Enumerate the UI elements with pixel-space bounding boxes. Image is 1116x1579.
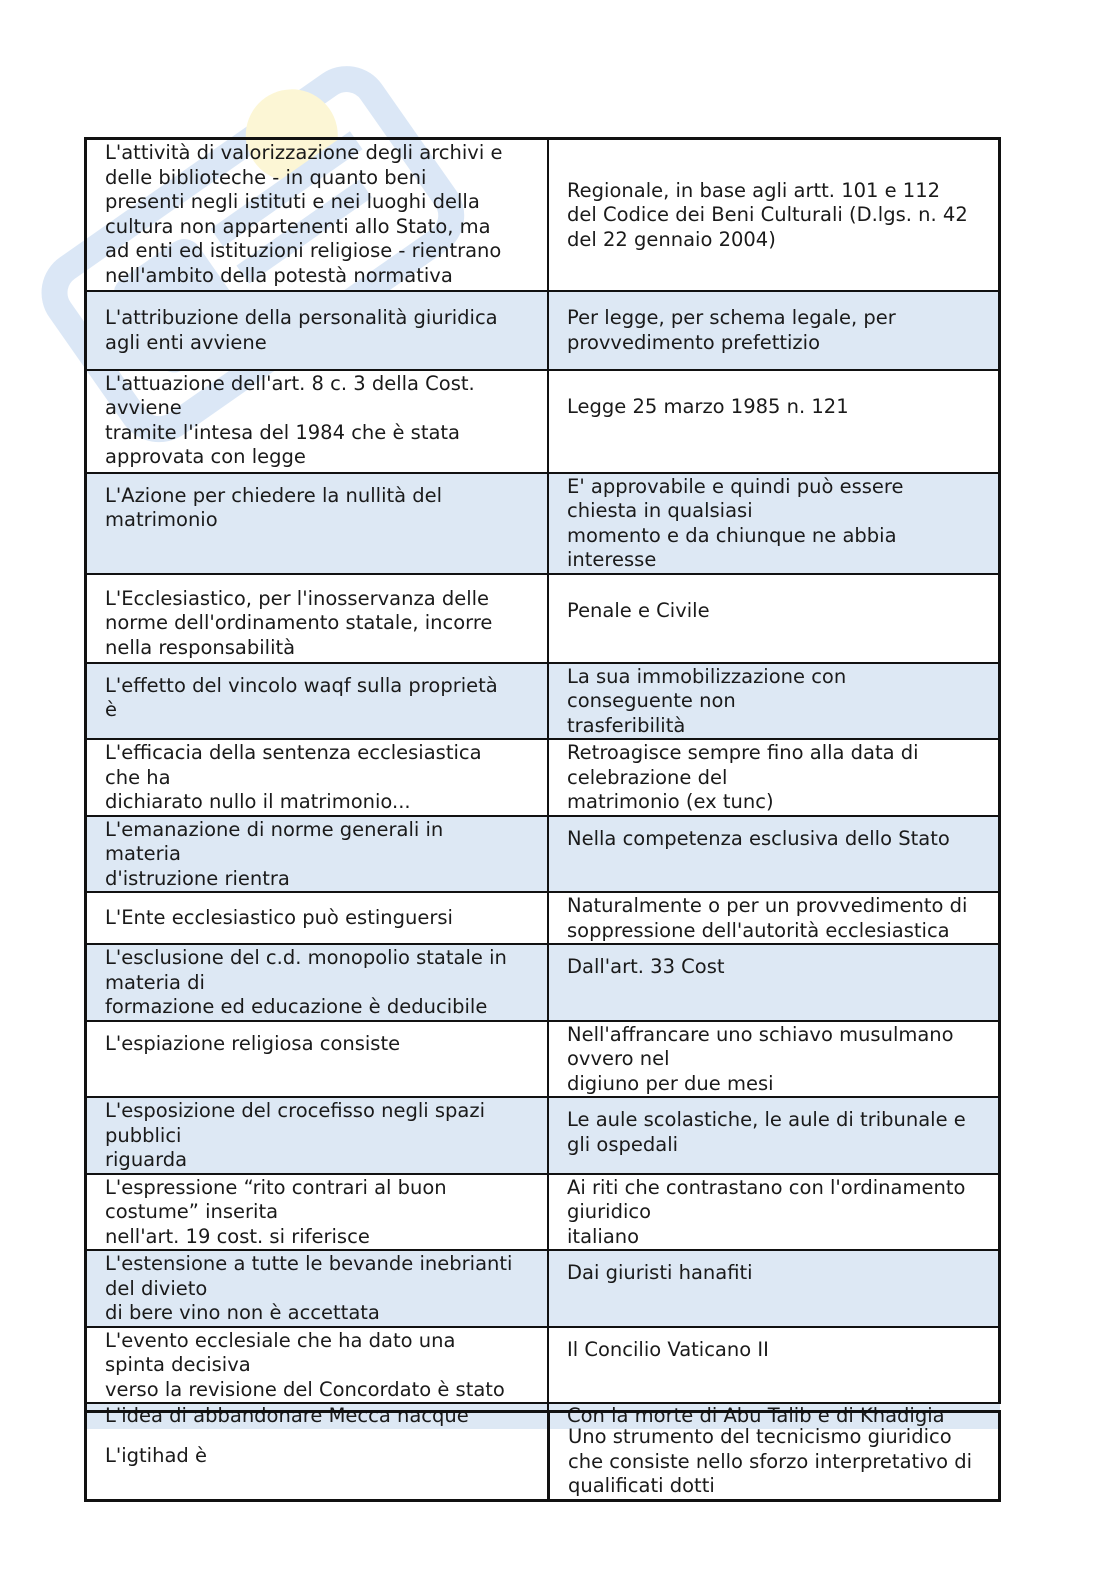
question-cell: L'effetto del vincolo waqf sulla proprietà è (86, 663, 549, 740)
table-row (86, 1021, 1000, 1098)
table-row (86, 1174, 1000, 1251)
question-cell: L'Ente ecclesiastico può estinguersi (86, 892, 549, 944)
table-row (86, 816, 1000, 893)
table-row (86, 1327, 1000, 1404)
question-cell: L'igtihad è (86, 1412, 549, 1501)
question-cell: L'esposizione del crocefisso negli spazi pubblici riguarda (86, 1097, 549, 1174)
table-row (86, 663, 1000, 740)
question-answer-table (84, 137, 1001, 1429)
answer-cell: Uno strumento del tecnicismo giuridico che consiste nello sforzo interpretativo di qualificati dotti (549, 1412, 1000, 1501)
answer-cell: Il Concilio Vaticano II (548, 1327, 1000, 1404)
table-row (86, 892, 1000, 944)
answer-cell: Per legge, per schema legale, per provvedimento prefettizio (548, 291, 1000, 370)
table-row (86, 1412, 1000, 1501)
answer-cell: Con la morte di Abu Talib e di Khadigia (548, 1403, 1000, 1429)
answer-cell: Dai giuristi hanafiti (548, 1250, 1000, 1327)
table-row (86, 291, 1000, 370)
question-answer-table-continued (84, 1410, 1001, 1502)
question-cell: L'attività di valorizzazione degli archivi e delle biblioteche - in quanto beni presenti negli istituti e nei luoghi della cultura non appartenenti allo Stato, ma ad enti ed istituzioni religiose - rientrano nell'ambito della potestà normativa (86, 139, 549, 291)
table-row (86, 473, 1000, 574)
question-cell: L'espiazione religiosa consiste (86, 1021, 549, 1098)
answer-cell: La sua immobilizzazione con conseguente non trasferibilità (548, 663, 1000, 740)
answer-cell: Nella competenza esclusiva dello Stato (548, 816, 1000, 893)
answer-cell: Ai riti che contrastano con l'ordinamento giuridico italiano (548, 1174, 1000, 1251)
table-row (86, 1250, 1000, 1327)
table-row (86, 139, 1000, 291)
table-row (86, 944, 1000, 1021)
question-cell: L'Ecclesiastico, per l'inosservanza delle norme dell'ordinamento statale, incorre nella responsabilità (86, 574, 549, 663)
question-cell: L'emanazione di norme generali in materia d'istruzione rientra (86, 816, 549, 893)
table-row (86, 574, 1000, 663)
question-cell: L'idea di abbandonare Mecca nacque (86, 1403, 549, 1429)
question-cell: L'attribuzione della personalità giuridica agli enti avviene (86, 291, 549, 370)
answer-cell: Legge 25 marzo 1985 n. 121 (548, 370, 1000, 473)
answer-cell: Retroagisce sempre fino alla data di celebrazione del matrimonio (ex tunc) (548, 739, 1000, 816)
answer-cell: Dall'art. 33 Cost (548, 944, 1000, 1021)
question-cell: L'espressione “rito contrari al buon costume” inserita nell'art. 19 cost. si riferisce (86, 1174, 549, 1251)
answer-cell: Naturalmente o per un provvedimento di soppressione dell'autorità ecclesiastica (548, 892, 1000, 944)
table-row (86, 1097, 1000, 1174)
table-row (86, 739, 1000, 816)
answer-cell: Penale e Civile (548, 574, 1000, 663)
answer-cell: Nell'affrancare uno schiavo musulmano ovvero nel digiuno per due mesi (548, 1021, 1000, 1098)
table-row (86, 370, 1000, 473)
answer-cell: Regionale, in base agli artt. 101 e 112 del Codice dei Beni Culturali (D.lgs. n. 42 del 22 gennaio 2004) (548, 139, 1000, 291)
question-cell: L'attuazione dell'art. 8 c. 3 della Cost. avviene tramite l'intesa del 1984 che è stata approvata con legge (86, 370, 549, 473)
question-cell: L'Azione per chiedere la nullità del matrimonio (86, 473, 549, 574)
question-cell: L'efficacia della sentenza ecclesiastica che ha dichiarato nullo il matrimonio... (86, 739, 549, 816)
question-cell: L'evento ecclesiale che ha dato una spinta decisiva verso la revisione del Concordato è stato (86, 1327, 549, 1404)
answer-cell: E' approvabile e quindi può essere chiesta in qualsiasi momento e da chiunque ne abbia interesse (548, 473, 1000, 574)
question-cell: L'estensione a tutte le bevande inebrianti del divieto di bere vino non è accettata (86, 1250, 549, 1327)
answer-cell: Le aule scolastiche, le aule di tribunale e gli ospedali (548, 1097, 1000, 1174)
question-cell: L'esclusione del c.d. monopolio statale in materia di formazione ed educazione è deducibile (86, 944, 549, 1021)
